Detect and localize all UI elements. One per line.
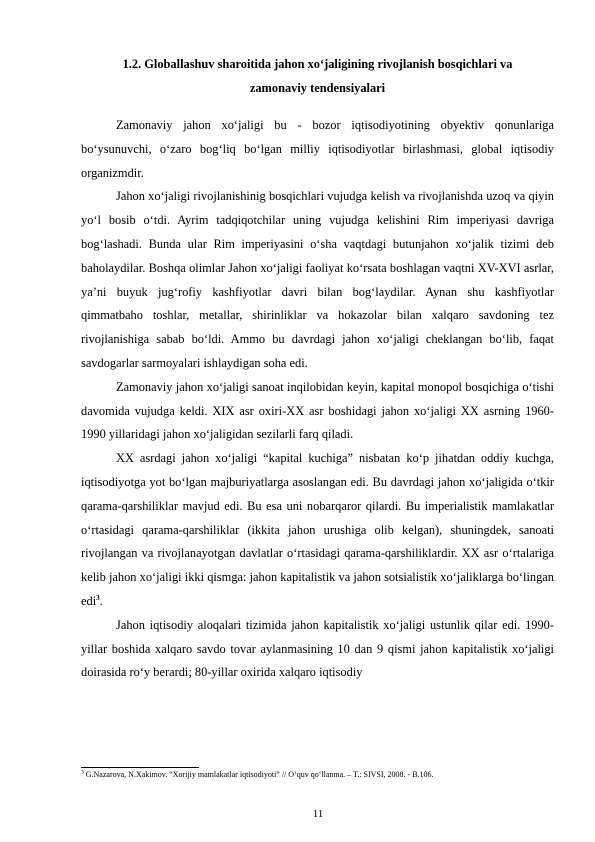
- paragraph: Jahon xo‘jaligi rivojlanishinig bosqichlari vujudga kelish va rivojlanishda uzoq va qiyin yo‘l bosib o‘tdi. Ayrim tadqiqotchilar uning vujudga kelishini Rim imperiyasi davriga bog‘lashadi. Bunda ular Rim imperiyasini o‘sha vaqtdagi butunjahon xo‘jalik tizimi deb baholaydilar. Boshqa olimlar Jahon xo‘jaligi faoliyat ko‘rsata boshlagan vaqtni XV-XVI asrlar, ya’ni buyuk jug‘rofiy kashfiyotlar davri bilan bog‘laydilar. Aynan shu kashfiyotlar qimmatbaho toshlar, metallar, shirinliklar va hokazolar bilan xalqaro savdoning tez rivojlanishiga sabab bo‘ldi. Ammo bu davrdagi jahon xo‘jaligi cheklangan bo‘lib, faqat savdogarlar sarmoyalari ishlaydigan soha edi.: [81, 189, 554, 370]
- footnote-reference[interactable]: 3: [96, 593, 100, 602]
- paragraph: Jahon iqtisodiy aloqalari tizimida jahon kapitalistik xo‘jaligi ustunlik qilar edi. 1990-yillar boshida xalqaro savdo tovar aylanmasining 10 dan 9 qismi jahon kapitalistik xo‘jaligi doirasida ro‘y berardi; 80-yillar oxirida xalqaro iqtisodiy: [81, 617, 554, 680]
- footnote-divider: [81, 767, 199, 768]
- paragraph: Zamonaviy jahon xo‘jaligi bu - bozor iqtisodiyotining obyektiv qonunlariga bo‘ysunuvchi, o‘zaro bog‘liq bo‘lgan milliy iqtisodiyotlar birlashmasi, global iqtisodiy organizmdir.: [81, 118, 554, 180]
- paragraph-with-footnote: XX asrdagi jahon xo‘jaligi “kapital kuchiga” nisbatan ko‘p jihatdan oddiy kuchga, iqtisodiyotga yot bo‘lgan majburiyatlarga asoslangan edi. Bu davrdagi jahon xo‘jaligida o‘tkir qarama-qarshiliklar mavjud edi. Bu esa uni nobarqaror qilardi. Bu imperialistik mamlakatlar o‘rtasidagi qarama-qarshiliklar (ikkita jahon urushiga olib kelgan), shuningdek, sanoati rivojlangan va rivojlanayotgan davlatlar o‘rtasidagi qarama-qarshiliklardir. XX asr o‘rtalariga kelib jahon xo‘jaligi ikki qismga: jahon kapitalistik va jahon sotsialistik xo‘jaliklarga bo‘lingan edi$^3$.: [81, 451, 554, 608]
- section-heading-line-1: 1.2. Globallashuv sharoitida jahon xo‘jaligining rivojlanish bosqichlari va: [122, 57, 513, 71]
- footnote-text: G.Nazarova, N.Xakimov. “Xorijiy mamlakatlar iqtisodiyoti” // O‘quv qo‘llanma. – T.: SIVSI, 2008. - B.106.: [83, 770, 434, 779]
- footnote-marker: 3: [81, 769, 84, 776]
- paragraph-text: XX asrdagi jahon xo‘jaligi “kapital kuchiga” nisbatan ko‘p jihatdan oddiy kuchga, iqtisodiyotga yot bo‘lgan majburiyatlarga asoslangan edi. Bu davrdagi jahon xo‘jaligida o‘tkir qarama-qarshiliklar mavjud edi. Bu esa uni nobarqaror qilardi. Bu imperialistik mamlakatlar o‘rtasidagi qarama-qarshiliklar (ikkita jahon urushiga olib kelgan), shuningdek, sanoati rivojlangan va rivojlanayotgan davlatlar o‘rtasidagi qarama-qarshiliklardir. XX asr o‘rtalariga kelib jahon xo‘jaligi ikki qismga: jahon kapitalistik va jahon sotsialistik xo‘jaliklarga bo‘lingan edi: [81, 451, 554, 608]
- paragraph: Zamonaviy jahon xo‘jaligi sanoat inqilobidan keyin, kapital monopol bosqichiga o‘tishi davomida vujudga keldi. XIX asr oxiri-XX asr boshidagi jahon xo‘jaligi XX asrning 1960-1990 yillaridagi jahon xo‘jaligidan sezilarli farq qiladi.: [81, 379, 554, 442]
- body-text: [81, 114, 554, 685]
- page-number: 11: [312, 808, 324, 820]
- footnote: [81, 770, 554, 780]
- section-heading: [80, 52, 555, 100]
- section-heading-line-2: zamonaviy tendensiyalari: [249, 81, 386, 95]
